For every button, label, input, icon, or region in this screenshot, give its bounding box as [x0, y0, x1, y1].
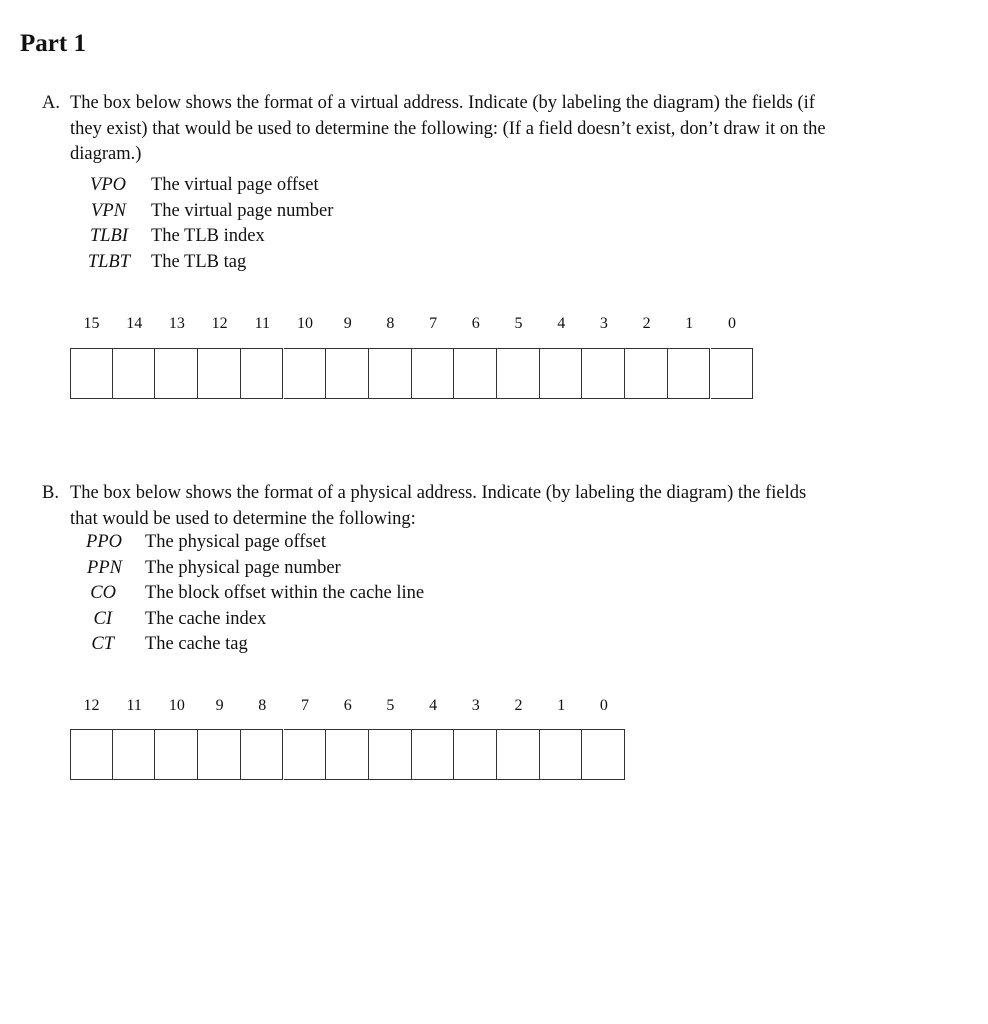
physical-bit-number: 1 [557, 697, 566, 714]
physical-bit-number: 6 [343, 697, 352, 714]
virtual-bit-cell[interactable] [582, 348, 625, 399]
virtual-bit-number: 13 [168, 315, 185, 332]
virtual-bit-number: 3 [599, 315, 608, 332]
virtual-bit-cell[interactable] [198, 348, 241, 399]
virtual-address-diagram [70, 348, 753, 399]
physical-address-bit-numbers [70, 697, 625, 719]
virtual-bit-number: 5 [514, 315, 523, 332]
virtual-bit-cell[interactable] [369, 348, 412, 399]
physical-bit-cell[interactable] [497, 729, 540, 780]
virtual-bit-number: 0 [728, 315, 736, 332]
section-a-line: diagram.) [70, 144, 142, 164]
physical-bit-cell[interactable] [412, 729, 455, 780]
definition-desc: The physical page offset [145, 532, 326, 552]
physical-bit-number: 0 [599, 697, 608, 714]
definition-desc: The block offset within the cache line [145, 583, 425, 603]
virtual-bit-number: 14 [126, 315, 143, 332]
virtual-bit-number: 12 [211, 315, 228, 332]
definition-abbr: CT [91, 634, 114, 654]
physical-bit-cell[interactable] [113, 729, 156, 780]
virtual-bit-cell[interactable] [497, 348, 540, 399]
physical-bit-number: 5 [386, 697, 395, 714]
physical-bit-number: 10 [168, 697, 185, 714]
physical-bit-cell[interactable] [70, 729, 113, 780]
physical-bit-number: 12 [83, 697, 100, 714]
virtual-bit-number: 4 [557, 315, 566, 332]
virtual-bit-number: 15 [83, 315, 100, 332]
virtual-bit-number: 2 [642, 315, 651, 332]
definition-abbr: PPO [86, 532, 122, 552]
virtual-address-bit-numbers [70, 315, 753, 337]
physical-bit-cell[interactable] [198, 729, 241, 780]
section-b-text [70, 481, 910, 532]
definition-abbr: PPN [87, 557, 122, 578]
definition-desc: The cache tag [145, 634, 248, 654]
physical-bit-cell[interactable] [284, 729, 327, 780]
section-a-line: they exist) that would be used to determine the following: (If a field doesn’t exist, don’t draw it on the [70, 118, 826, 139]
physical-bit-number: 9 [215, 697, 224, 714]
virtual-bit-cell[interactable] [625, 348, 668, 399]
definition-abbr: TLBT [87, 251, 130, 272]
section-b-line: The box below shows the format of a physical address. Indicate (by labeling the diagram) the fields [70, 483, 807, 503]
section-a-line: The box below shows the format of a virtual address. Indicate (by labeling the diagram) the fields (if [70, 93, 815, 113]
physical-bit-number: 4 [429, 697, 438, 714]
virtual-bit-number: 9 [343, 315, 352, 332]
virtual-bit-cell[interactable] [412, 348, 455, 399]
section-a-text [70, 91, 910, 168]
definition-abbr: CI [93, 608, 112, 629]
definition-desc: The virtual page offset [151, 175, 319, 195]
physical-bit-cell[interactable] [326, 729, 369, 780]
virtual-bit-number: 10 [297, 315, 313, 332]
physical-bit-number: 2 [514, 697, 523, 714]
definition-desc: The TLB index [151, 226, 265, 246]
section-a-letter: A. [42, 93, 60, 113]
physical-bit-number: 3 [471, 697, 480, 714]
virtual-bit-cell[interactable] [241, 348, 284, 399]
virtual-bit-number: 8 [386, 315, 395, 332]
part-title: Part 1 [20, 30, 86, 57]
physical-bit-cell[interactable] [540, 729, 583, 780]
physical-bit-cell[interactable] [454, 729, 497, 780]
definition-abbr: VPO [90, 175, 126, 195]
virtual-bit-number: 7 [429, 315, 438, 332]
virtual-bit-cell[interactable] [540, 348, 583, 399]
physical-bit-number: 7 [301, 697, 309, 714]
physical-bit-number: 8 [258, 697, 267, 714]
virtual-bit-cell[interactable] [155, 348, 198, 399]
virtual-bit-cell[interactable] [711, 348, 754, 399]
physical-bit-cell[interactable] [369, 729, 412, 780]
section-b-line: that would be used to determine the following: [70, 508, 416, 529]
definition-desc: The virtual page number [151, 200, 334, 221]
virtual-bit-cell[interactable] [668, 348, 711, 399]
virtual-bit-cell[interactable] [454, 348, 497, 399]
physical-bit-number: 11 [126, 697, 142, 714]
definition-desc: The physical page number [145, 557, 341, 578]
virtual-bit-cell[interactable] [70, 348, 113, 399]
physical-address-diagram [70, 729, 625, 780]
virtual-bit-number: 6 [471, 315, 480, 332]
definition-abbr: TLBI [89, 226, 128, 246]
physical-bit-cell[interactable] [582, 729, 625, 780]
definition-abbr: VPN [91, 200, 126, 221]
physical-bit-cell[interactable] [241, 729, 284, 780]
definition-abbr: CO [90, 583, 116, 603]
physical-bit-cell[interactable] [155, 729, 198, 780]
section-b-letter: B. [42, 483, 59, 503]
virtual-bit-number: 11 [254, 315, 270, 332]
virtual-bit-cell[interactable] [326, 348, 369, 399]
virtual-bit-cell[interactable] [113, 348, 156, 399]
definition-desc: The TLB tag [151, 251, 247, 272]
virtual-bit-number: 1 [685, 315, 694, 332]
virtual-bit-cell[interactable] [284, 348, 327, 399]
definition-desc: The cache index [145, 608, 267, 629]
